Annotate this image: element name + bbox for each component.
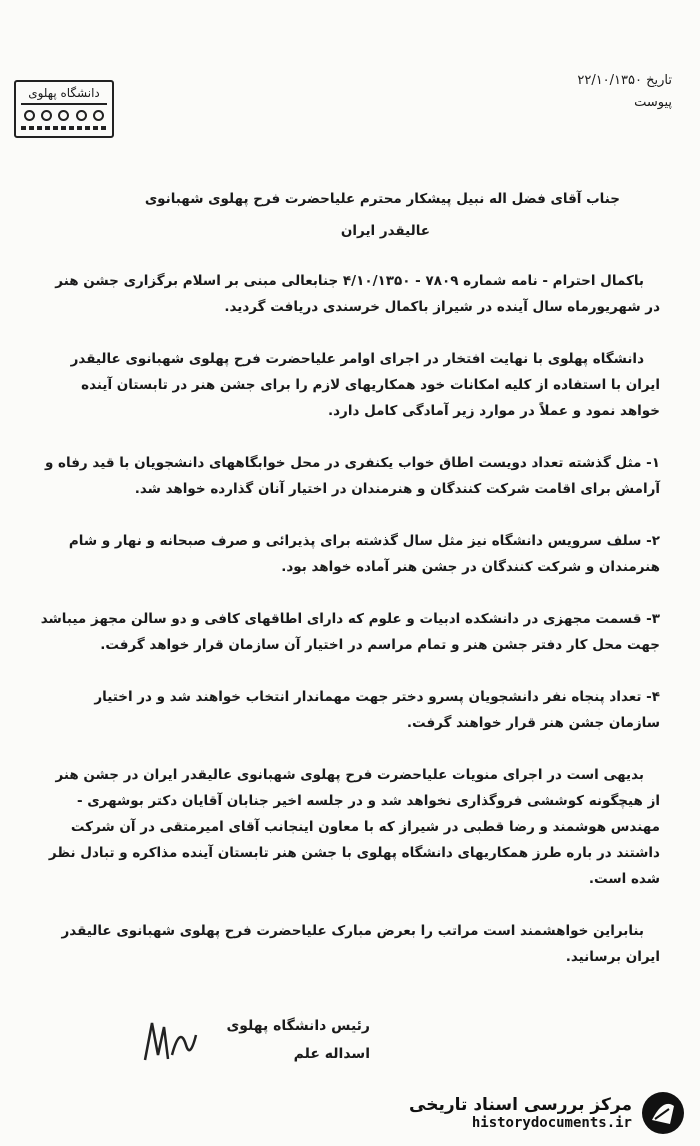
paragraph: دانشگاه پهلوی با نهایت افتخار در اجرای اوامر علیاحضرت فرح پهلوی شهبانوی عالیقدر ایران با استفاده از کلیه امکانات خود همکاریهای لازم را برای جشن هنر در تابستان آینده خواهد نمود و عملاً در موارد زیر آمادگی کامل دارد.: [70, 351, 660, 419]
letter-body: [40, 186, 660, 996]
paragraph: بدیهی است در اجرای منویات علیاحضرت فرح پهلوی شهبانوی عالیقدر ایران در جشن هنر از هیچگونه کوششی فروگذاری نخواهد شد و در جلسه اخیر جنابان آقایان دکتر بوشهری - مهندس هوشمند و رضا قطبی در شیراز که با معاون اینجانب آقای امیرمتقی در آن شرکت داشتند در باره طرز همکاریهای دانشگاه پهلوی با جشن هنر تابستان آینده مذاکره و تبادل نظر شده است.: [48, 767, 660, 887]
date-value: ۲۲/۱۰/۱۳۵۰: [577, 73, 642, 88]
emblem-circle-icon: [24, 110, 35, 121]
emblem-circle-icon: [93, 110, 104, 121]
watermark-url: historydocuments.ir: [471, 1115, 632, 1131]
signature-title: رئیس دانشگاه پهلوی: [226, 1018, 370, 1034]
letterhead-emblems: [21, 110, 107, 121]
letterhead-logo: [14, 80, 114, 138]
paragraph: باکمال احترام - نامه شماره ۷۸۰۹ - ۴/۱۰/۱۳۵۰ جنابعالی مبنی بر اسلام برگزاری جشن هنر در شهریورماه سال آینده در شیراز باکمال خرسندی دریافت گردید.: [55, 273, 660, 315]
attachment-row: [462, 92, 672, 114]
attachment-label: پیوست: [634, 95, 672, 110]
document-meta: [462, 70, 672, 114]
archive-logo-icon: [640, 1090, 686, 1136]
letterhead-name: دانشگاه پهلوی: [21, 85, 107, 105]
handwritten-signature-icon: [140, 1015, 200, 1065]
list-item: ۴- تعداد پنجاه نفر دانشجویان پسرو دختر جهت مهماندار انتخاب خواهند شد و در اختیار سازمان جشن هنر قرار خواهند گرفت.: [94, 689, 660, 731]
list-item: ۳- قسمت مجهزی در دانشکده ادبیات و علوم که دارای اطاقهای کافی و دو سالن مجهز میباشد جهت محل کار دفتر جشن هنر و تمام مراسم در اختیار آن سازمان قرار خواهد گرفت.: [40, 611, 660, 653]
emblem-circle-icon: [76, 110, 87, 121]
watermark-text: [409, 1095, 632, 1131]
list-item: ۱- مثل گذشته تعداد دویست اطاق خواب یکنفری در محل خوابگاههای دانشجویان با قید رفاه و آرامش برای اقامت شرکت کنندگان و هنرمندان در اختیار آنان گذارده خواهد شد.: [44, 455, 660, 497]
emblem-circle-icon: [41, 110, 52, 121]
addressee-line-2: عالیقدر ایران: [340, 223, 430, 239]
emblem-circle-icon: [58, 110, 69, 121]
archive-watermark: [409, 1090, 686, 1136]
letterhead-bar: [21, 126, 107, 130]
paragraph: بنابراین خواهشمند است مراتب را بعرض مبارک علیاحضرت فرح پهلوی شهبانوی عالیقدر ایران برسانید.: [61, 923, 660, 965]
watermark-title: مرکز بررسی اسناد تاریخی: [409, 1095, 632, 1115]
date-row: [462, 70, 672, 92]
list-item: ۲- سلف سرویس دانشگاه نیز مثل سال گذشته برای پذیرائی و صرف صبحانه و نهار و شام هنرمندان و شرکت کنندگان در جشن هنر آماده خواهد بود.: [68, 533, 660, 575]
date-label: تاریخ: [646, 73, 672, 88]
addressee-line: جناب آقای فضل اله نبیل پیشکار محترم علیاحضرت فرح پهلوی شهبانوی: [144, 191, 620, 207]
signature-name: اسداله علم: [293, 1046, 370, 1062]
